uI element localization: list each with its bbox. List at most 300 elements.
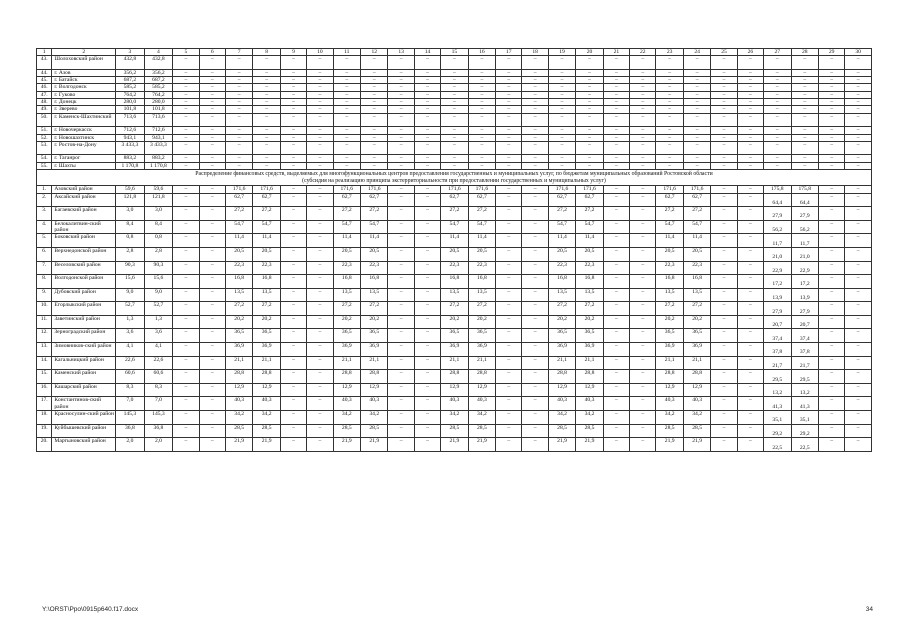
dash-cell: – bbox=[468, 106, 495, 113]
dash-cell: – bbox=[603, 77, 629, 84]
dash-cell: – bbox=[791, 162, 818, 169]
dash-cell: – bbox=[496, 424, 522, 438]
municipality-name-cell: г. Донецк bbox=[52, 99, 116, 106]
allocation-value: 13,9 bbox=[772, 294, 783, 301]
table-row bbox=[37, 186, 872, 193]
row-number-cell: 19. bbox=[37, 424, 52, 438]
dash-cell: – bbox=[576, 106, 603, 113]
allocation-cell-col19: 28,8 bbox=[548, 370, 575, 384]
allocation-cell-col8: 22,3 bbox=[253, 261, 280, 275]
allocation-cell-col7: 21,1 bbox=[225, 356, 252, 370]
dash-cell: – bbox=[173, 127, 199, 134]
dash-cell: – bbox=[307, 261, 333, 275]
dash-cell: – bbox=[307, 302, 333, 316]
dash-cell: – bbox=[441, 162, 468, 169]
column-number-cell: 9 bbox=[280, 49, 306, 56]
allocation-cell-col12: 171,6 bbox=[361, 186, 388, 193]
total-cell-col3: 90,3 bbox=[116, 261, 145, 275]
municipality-name-cell: Красносулин-ский район bbox=[52, 411, 116, 425]
dash-cell: – bbox=[496, 162, 522, 169]
dash-cell: – bbox=[737, 438, 763, 452]
table-row bbox=[37, 343, 872, 357]
table-row bbox=[37, 438, 872, 452]
dash-cell: – bbox=[711, 162, 737, 169]
allocation-cell-col16: 36,9 bbox=[468, 343, 495, 357]
dash-cell: – bbox=[496, 69, 522, 76]
allocation-cell-col27 bbox=[764, 234, 791, 248]
dash-cell: – bbox=[414, 397, 440, 411]
dash-cell: – bbox=[845, 438, 872, 452]
dash-cell: – bbox=[683, 84, 710, 91]
dash-cell: – bbox=[603, 155, 629, 162]
value-cell-col3: 712,6 bbox=[116, 127, 145, 134]
dash-cell: – bbox=[280, 162, 306, 169]
dash-cell: – bbox=[307, 106, 333, 113]
dash-cell: – bbox=[603, 411, 629, 425]
dash-cell: – bbox=[225, 91, 252, 98]
dash-cell: – bbox=[630, 99, 656, 106]
column-number-cell: 26 bbox=[737, 49, 763, 56]
dash-cell: – bbox=[441, 127, 468, 134]
dash-cell: – bbox=[280, 77, 306, 84]
allocation-cell-col16: 12,9 bbox=[468, 383, 495, 397]
allocation-cell-col23: 28,8 bbox=[656, 370, 683, 384]
municipality-name-cell: г. Новочеркасск bbox=[52, 127, 116, 134]
dash-cell: – bbox=[388, 162, 414, 169]
allocation-cell-col11: 171,6 bbox=[333, 186, 360, 193]
dash-cell: – bbox=[361, 162, 388, 169]
row-number-cell: 43. bbox=[37, 56, 52, 70]
dash-cell: – bbox=[496, 207, 522, 221]
allocation-cell-col12: 36,9 bbox=[361, 343, 388, 357]
dash-cell: – bbox=[253, 56, 280, 70]
dash-cell: – bbox=[522, 383, 548, 397]
dash-cell: – bbox=[253, 77, 280, 84]
allocation-cell-col16: 34,2 bbox=[468, 411, 495, 425]
dash-cell: – bbox=[253, 113, 280, 127]
dash-cell: – bbox=[603, 370, 629, 384]
allocation-value: 29,2 bbox=[799, 430, 810, 437]
dash-cell: – bbox=[199, 411, 225, 425]
dash-cell: – bbox=[333, 69, 360, 76]
allocation-cell-col24: 13,5 bbox=[683, 288, 710, 302]
allocation-cell-col12: 62,7 bbox=[361, 193, 388, 207]
dash-cell: – bbox=[414, 106, 440, 113]
total-cell-col4: 8,4 bbox=[144, 220, 173, 234]
column-number-cell: 4 bbox=[144, 49, 173, 56]
dash-cell: – bbox=[737, 370, 763, 384]
dash-cell: – bbox=[280, 275, 306, 289]
dash-cell: – bbox=[253, 99, 280, 106]
dash-cell: – bbox=[468, 56, 495, 70]
dash-cell: – bbox=[333, 155, 360, 162]
allocation-cell-col24: 27,2 bbox=[683, 207, 710, 221]
dash-cell: – bbox=[548, 77, 575, 84]
total-cell-col3: 52,7 bbox=[116, 302, 145, 316]
dash-cell: – bbox=[522, 162, 548, 169]
row-number-cell: 8. bbox=[37, 275, 52, 289]
dash-cell: – bbox=[791, 91, 818, 98]
allocation-cell-col12: 11,4 bbox=[361, 234, 388, 248]
allocation-cell-col27 bbox=[764, 193, 791, 207]
allocation-cell-col24: 16,8 bbox=[683, 275, 710, 289]
allocation-cell-col16: 16,8 bbox=[468, 275, 495, 289]
dash-cell: – bbox=[522, 127, 548, 134]
allocation-cell-col28 bbox=[791, 302, 818, 316]
dash-cell: – bbox=[307, 193, 333, 207]
allocation-cell-col23: 13,5 bbox=[656, 288, 683, 302]
dash-cell: – bbox=[576, 134, 603, 141]
dash-cell: – bbox=[388, 411, 414, 425]
allocation-cell-col11: 21,9 bbox=[333, 438, 360, 452]
allocation-cell-col19: 27,2 bbox=[548, 207, 575, 221]
row-number-cell: 6. bbox=[37, 247, 52, 261]
allocation-cell-col8: 28,8 bbox=[253, 370, 280, 384]
dash-cell: – bbox=[414, 438, 440, 452]
dash-cell: – bbox=[414, 329, 440, 343]
data-table bbox=[36, 48, 872, 452]
allocation-cell-col15: 12,9 bbox=[441, 383, 468, 397]
value-cell-col3: 687,2 bbox=[116, 77, 145, 84]
dash-cell: – bbox=[388, 261, 414, 275]
dash-cell: – bbox=[441, 91, 468, 98]
dash-cell: – bbox=[845, 99, 872, 106]
dash-cell: – bbox=[468, 155, 495, 162]
allocation-cell-col19: 171,6 bbox=[548, 186, 575, 193]
dash-cell: – bbox=[307, 397, 333, 411]
dash-cell: – bbox=[818, 134, 844, 141]
row-number-cell: 51. bbox=[37, 127, 52, 134]
allocation-cell-col7: 13,5 bbox=[225, 288, 252, 302]
dash-cell: – bbox=[388, 155, 414, 162]
value-cell-col3: 432,8 bbox=[116, 56, 145, 70]
dash-cell: – bbox=[548, 56, 575, 70]
allocation-cell-col19: 54,7 bbox=[548, 220, 575, 234]
table-row bbox=[37, 56, 872, 70]
municipality-name-cell: Дубовский район bbox=[52, 288, 116, 302]
dash-cell: – bbox=[791, 84, 818, 91]
allocation-cell-col7: 20,5 bbox=[225, 247, 252, 261]
total-cell-col4: 90,3 bbox=[144, 261, 173, 275]
allocation-cell-col27 bbox=[764, 186, 791, 193]
dash-cell: – bbox=[603, 207, 629, 221]
dash-cell: – bbox=[333, 99, 360, 106]
allocation-cell-col7: 11,4 bbox=[225, 234, 252, 248]
allocation-value: 11,7 bbox=[772, 240, 783, 247]
dash-cell: – bbox=[253, 84, 280, 91]
dash-cell: – bbox=[414, 234, 440, 248]
dash-cell: – bbox=[711, 288, 737, 302]
dash-cell: – bbox=[845, 302, 872, 316]
allocation-cell-col12: 21,1 bbox=[361, 356, 388, 370]
dash-cell: – bbox=[173, 99, 199, 106]
dash-cell: – bbox=[603, 186, 629, 193]
dash-cell: – bbox=[496, 343, 522, 357]
dash-cell: – bbox=[818, 234, 844, 248]
allocation-cell-col23: 34,2 bbox=[656, 411, 683, 425]
value-cell-col4: 687,2 bbox=[144, 77, 173, 84]
dash-cell: – bbox=[307, 99, 333, 106]
dash-cell: – bbox=[280, 261, 306, 275]
dash-cell: – bbox=[630, 356, 656, 370]
dash-cell: – bbox=[683, 91, 710, 98]
dash-cell: – bbox=[764, 69, 791, 76]
dash-cell: – bbox=[630, 56, 656, 70]
dash-cell: – bbox=[388, 275, 414, 289]
dash-cell: – bbox=[630, 247, 656, 261]
value-cell-col4: 713,6 bbox=[144, 113, 173, 127]
dash-cell: – bbox=[576, 91, 603, 98]
value-cell-col3: 764,2 bbox=[116, 91, 145, 98]
dash-cell: – bbox=[548, 162, 575, 169]
dash-cell: – bbox=[522, 397, 548, 411]
allocation-cell-col11: 54,7 bbox=[333, 220, 360, 234]
dash-cell: – bbox=[711, 302, 737, 316]
allocation-value: 175,8 bbox=[798, 186, 812, 193]
dash-cell: – bbox=[522, 56, 548, 70]
dash-cell: – bbox=[307, 186, 333, 193]
dash-cell: – bbox=[173, 84, 199, 91]
total-cell-col4: 0,8 bbox=[144, 234, 173, 248]
total-cell-col3: 2,8 bbox=[116, 247, 145, 261]
allocation-cell-col15: 21,1 bbox=[441, 356, 468, 370]
dash-cell: – bbox=[199, 261, 225, 275]
dash-cell: – bbox=[441, 141, 468, 155]
dash-cell: – bbox=[173, 288, 199, 302]
allocation-cell-col16: 40,3 bbox=[468, 397, 495, 411]
dash-cell: – bbox=[414, 343, 440, 357]
dash-cell: – bbox=[199, 247, 225, 261]
allocation-cell-col8: 11,4 bbox=[253, 234, 280, 248]
dash-cell: – bbox=[388, 91, 414, 98]
dash-cell: – bbox=[737, 186, 763, 193]
dash-cell: – bbox=[845, 127, 872, 134]
dash-cell: – bbox=[845, 247, 872, 261]
allocation-cell-col8: 34,2 bbox=[253, 411, 280, 425]
table-row bbox=[37, 127, 872, 134]
dash-cell: – bbox=[603, 220, 629, 234]
column-number-cell: 29 bbox=[818, 49, 844, 56]
dash-cell: – bbox=[441, 99, 468, 106]
dash-cell: – bbox=[468, 84, 495, 91]
dash-cell: – bbox=[630, 193, 656, 207]
allocation-value: 56,2 bbox=[772, 227, 783, 234]
allocation-cell-col23: 20,2 bbox=[656, 315, 683, 329]
total-cell-col3: 9,0 bbox=[116, 288, 145, 302]
allocation-cell-col23: 28,5 bbox=[656, 424, 683, 438]
column-number-cell: 22 bbox=[630, 49, 656, 56]
dash-cell: – bbox=[414, 162, 440, 169]
dash-cell: – bbox=[764, 99, 791, 106]
allocation-value: 17,2 bbox=[772, 281, 783, 288]
dash-cell: – bbox=[818, 69, 844, 76]
dash-cell: – bbox=[522, 234, 548, 248]
municipality-name-cell: г. Таганрог bbox=[52, 155, 116, 162]
dash-cell: – bbox=[388, 315, 414, 329]
dash-cell: – bbox=[845, 134, 872, 141]
dash-cell: – bbox=[737, 383, 763, 397]
dash-cell: – bbox=[361, 56, 388, 70]
table-row bbox=[37, 275, 872, 289]
column-number-cell: 2 bbox=[52, 49, 116, 56]
allocation-cell-col20: 22,3 bbox=[576, 261, 603, 275]
municipality-name-cell: г. Зверево bbox=[52, 106, 116, 113]
allocation-value: 21,7 bbox=[799, 362, 810, 369]
municipality-name-cell: Мартыновский район bbox=[52, 438, 116, 452]
municipality-name-cell: Багаевский район bbox=[52, 207, 116, 221]
dash-cell: – bbox=[173, 370, 199, 384]
dash-cell: – bbox=[333, 127, 360, 134]
dash-cell: – bbox=[307, 315, 333, 329]
dash-cell: – bbox=[818, 106, 844, 113]
allocation-cell-col12: 36,5 bbox=[361, 329, 388, 343]
dash-cell: – bbox=[414, 113, 440, 127]
allocation-value: 37,4 bbox=[799, 335, 810, 342]
dash-cell: – bbox=[414, 207, 440, 221]
dash-cell: – bbox=[818, 383, 844, 397]
dash-cell: – bbox=[307, 69, 333, 76]
dash-cell: – bbox=[280, 397, 306, 411]
dash-cell: – bbox=[173, 397, 199, 411]
allocation-cell-col8: 171,6 bbox=[253, 186, 280, 193]
row-number-cell: 49. bbox=[37, 106, 52, 113]
dash-cell: – bbox=[630, 207, 656, 221]
dash-cell: – bbox=[737, 288, 763, 302]
dash-cell: – bbox=[845, 234, 872, 248]
allocation-cell-col28 bbox=[791, 411, 818, 425]
total-cell-col3: 0,8 bbox=[116, 234, 145, 248]
dash-cell: – bbox=[361, 69, 388, 76]
allocation-cell-col19: 34,2 bbox=[548, 411, 575, 425]
dash-cell: – bbox=[603, 134, 629, 141]
dash-cell: – bbox=[737, 261, 763, 275]
dash-cell: – bbox=[280, 329, 306, 343]
total-cell-col4: 3,0 bbox=[144, 207, 173, 221]
dash-cell: – bbox=[199, 193, 225, 207]
dash-cell: – bbox=[711, 127, 737, 134]
dash-cell: – bbox=[199, 234, 225, 248]
allocation-cell-col12: 12,9 bbox=[361, 383, 388, 397]
allocation-cell-col24: 62,7 bbox=[683, 193, 710, 207]
allocation-cell-col8: 20,5 bbox=[253, 247, 280, 261]
dash-cell: – bbox=[496, 397, 522, 411]
allocation-cell-col8: 13,5 bbox=[253, 288, 280, 302]
allocation-cell-col15: 22,3 bbox=[441, 261, 468, 275]
dash-cell: – bbox=[225, 127, 252, 134]
allocation-cell-col7: 27,2 bbox=[225, 302, 252, 316]
dash-cell: – bbox=[576, 99, 603, 106]
dash-cell: – bbox=[630, 302, 656, 316]
dash-cell: – bbox=[496, 329, 522, 343]
dash-cell: – bbox=[737, 329, 763, 343]
dash-cell: – bbox=[711, 356, 737, 370]
dash-cell: – bbox=[656, 99, 683, 106]
dash-cell: – bbox=[199, 127, 225, 134]
dash-cell: – bbox=[280, 207, 306, 221]
dash-cell: – bbox=[414, 127, 440, 134]
table-row bbox=[37, 288, 872, 302]
dash-cell: – bbox=[522, 113, 548, 127]
dash-cell: – bbox=[764, 113, 791, 127]
dash-cell: – bbox=[173, 302, 199, 316]
dash-cell: – bbox=[522, 370, 548, 384]
dash-cell: – bbox=[603, 141, 629, 155]
dash-cell: – bbox=[737, 207, 763, 221]
dash-cell: – bbox=[333, 134, 360, 141]
dash-cell: – bbox=[603, 397, 629, 411]
allocation-value: 27,9 bbox=[772, 213, 783, 220]
value-cell-col4: 764,2 bbox=[144, 91, 173, 98]
row-number-cell: 48. bbox=[37, 99, 52, 106]
dash-cell: – bbox=[737, 424, 763, 438]
dash-cell: – bbox=[764, 162, 791, 169]
dash-cell: – bbox=[548, 84, 575, 91]
dash-cell: – bbox=[173, 220, 199, 234]
allocation-cell-col11: 27,2 bbox=[333, 302, 360, 316]
dash-cell: – bbox=[603, 275, 629, 289]
allocation-value: 64,4 bbox=[772, 199, 783, 206]
dash-cell: – bbox=[253, 106, 280, 113]
allocation-cell-col19: 20,2 bbox=[548, 315, 575, 329]
dash-cell: – bbox=[496, 155, 522, 162]
allocation-cell-col7: 36,9 bbox=[225, 343, 252, 357]
dash-cell: – bbox=[199, 275, 225, 289]
dash-cell: – bbox=[199, 207, 225, 221]
dash-cell: – bbox=[441, 56, 468, 70]
dash-cell: – bbox=[414, 411, 440, 425]
dash-cell: – bbox=[388, 438, 414, 452]
value-cell-col3: 713,6 bbox=[116, 113, 145, 127]
row-number-cell: 17. bbox=[37, 397, 52, 411]
allocation-cell-col23: 40,3 bbox=[656, 397, 683, 411]
dash-cell: – bbox=[199, 113, 225, 127]
dash-cell: – bbox=[603, 84, 629, 91]
value-cell-col3: 943,1 bbox=[116, 134, 145, 141]
dash-cell: – bbox=[388, 77, 414, 84]
dash-cell: – bbox=[845, 193, 872, 207]
municipality-name-cell: Верхнедонской район bbox=[52, 247, 116, 261]
allocation-cell-col11: 40,3 bbox=[333, 397, 360, 411]
allocation-cell-col12: 22,3 bbox=[361, 261, 388, 275]
allocation-cell-col8: 36,9 bbox=[253, 343, 280, 357]
dash-cell: – bbox=[711, 275, 737, 289]
allocation-cell-col7: 28,8 bbox=[225, 370, 252, 384]
table-row bbox=[37, 411, 872, 425]
allocation-cell-col20: 27,2 bbox=[576, 207, 603, 221]
allocation-cell-col7: 12,9 bbox=[225, 383, 252, 397]
value-cell-col3: 585,2 bbox=[116, 84, 145, 91]
dash-cell: – bbox=[253, 69, 280, 76]
allocation-value: 41,3 bbox=[799, 403, 810, 410]
allocation-value: 175,8 bbox=[770, 186, 784, 193]
allocation-cell-col16: 20,2 bbox=[468, 315, 495, 329]
dash-cell: – bbox=[388, 193, 414, 207]
total-cell-col4: 3,6 bbox=[144, 329, 173, 343]
dash-cell: – bbox=[361, 84, 388, 91]
dash-cell: – bbox=[441, 77, 468, 84]
allocation-cell-col12: 16,8 bbox=[361, 275, 388, 289]
municipality-name-cell: Азовский район bbox=[52, 186, 116, 193]
table-row bbox=[37, 99, 872, 106]
table-row bbox=[37, 329, 872, 343]
dash-cell: – bbox=[818, 127, 844, 134]
allocation-cell-col28 bbox=[791, 186, 818, 193]
dash-cell: – bbox=[711, 234, 737, 248]
dash-cell: – bbox=[441, 134, 468, 141]
allocation-value: 22,5 bbox=[799, 444, 810, 451]
municipality-name-cell: г. Волгодонск bbox=[52, 84, 116, 91]
dash-cell: – bbox=[630, 288, 656, 302]
